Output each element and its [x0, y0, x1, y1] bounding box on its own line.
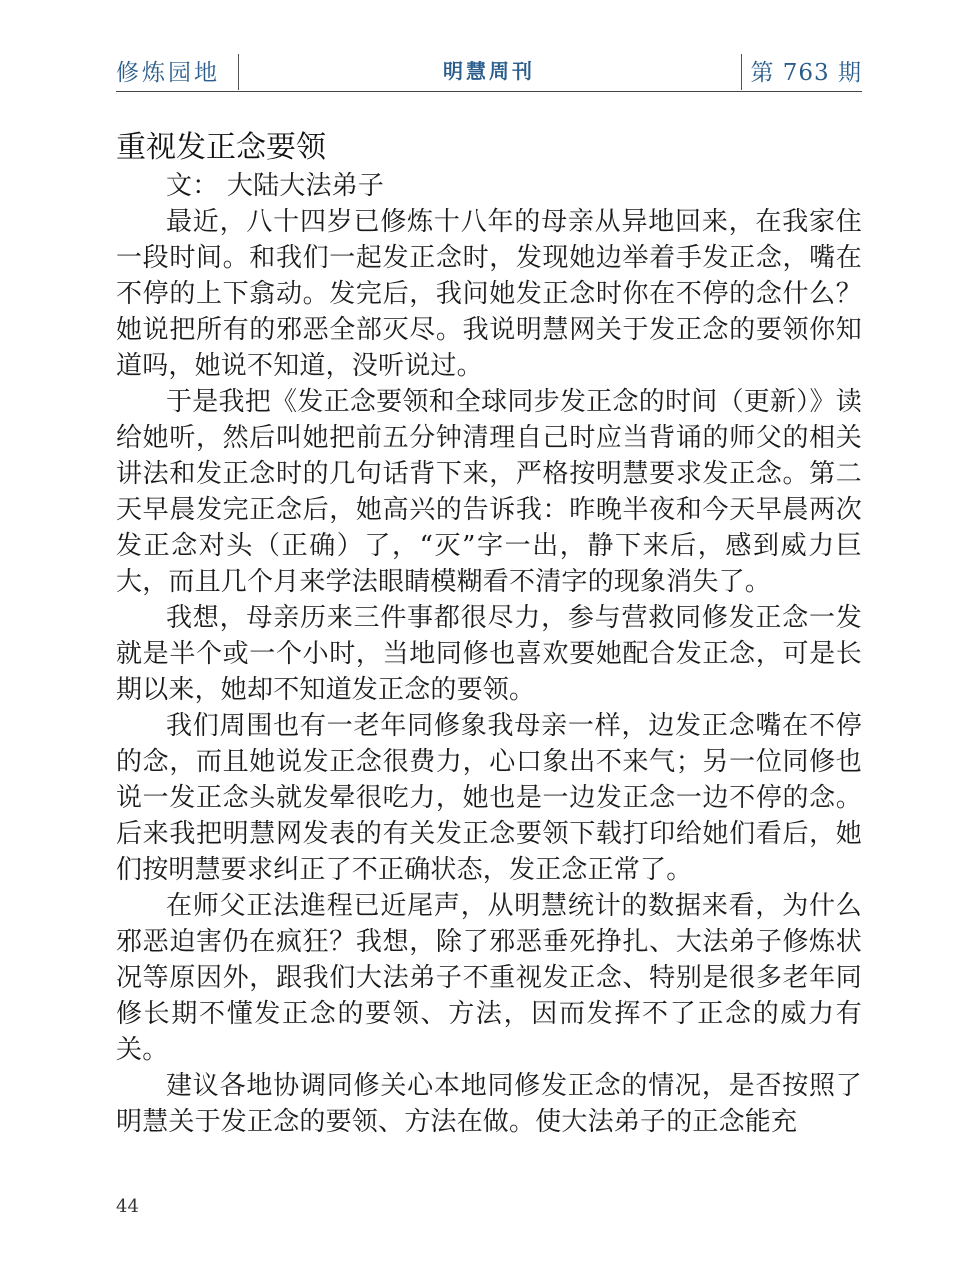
- publication-name: 明慧周刊: [443, 59, 535, 83]
- paragraph: 在师父正法進程已近尾声，从明慧统计的数据来看，为什么邪恶迫害仍在疯狂？我想，除了邪恶垂死挣扎、大法弟子修炼状况等原因外，跟我们大法弟子不重视发正念、特别是很多老年同修长期不懂发正念的要领、方法，因而发挥不了正念的威力有关。: [116, 891, 862, 1065]
- byline: 文： 大陆大法弟子: [166, 171, 385, 201]
- header-divider-right: [741, 54, 742, 90]
- paragraph: 我们周围也有一老年同修象我母亲一样，边发正念嘴在不停的念，而且她说发正念很费力，心口象出不来气；另一位同修也说一发正念头就发晕很吃力，她也是一边发正念一边不停的念。后来我把明慧网发表的有关发正念要领下载打印给她们看后，她们按明慧要求纠正了不正确状态，发正念正常了。: [116, 711, 862, 885]
- header-rule: [116, 91, 862, 92]
- issue-number: 第 763 期: [750, 60, 862, 86]
- article-body: [116, 168, 862, 1140]
- paragraph: 我想，母亲历来三件事都很尽力，参与营救同修发正念一发就是半个或一个小时，当地同修也喜欢要她配合发正念，可是长期以来，她却不知道发正念的要领。: [116, 603, 862, 705]
- paragraph: 建议各地协调同修关心本地同修发正念的情况，是否按照了明慧关于发正念的要领、方法在做。使大法弟子的正念能充: [116, 1071, 862, 1137]
- section-name: 修炼园地: [116, 60, 220, 86]
- article-title: 重视发正念要领: [116, 130, 326, 165]
- page-header: [116, 50, 862, 92]
- page-number: 44: [116, 1196, 139, 1217]
- paragraph: 于是我把《发正念要领和全球同步发正念的时间（更新）》读给她听，然后叫她把前五分钟清理自己时应当背诵的师父的相关讲法和发正念时的几句话背下来，严格按明慧要求发正念。第二天早晨发完正念后，她高兴的告诉我：昨晚半夜和今天早晨两次发正念对头（正确）了，“灭”字一出，静下来后，感到威力巨大，而且几个月来学法眼睛模糊看不清字的现象消失了。: [116, 387, 862, 597]
- paragraph: 最近，八十四岁已修炼十八年的母亲从异地回来，在我家住一段时间。和我们一起发正念时，发现她边举着手发正念，嘴在不停的上下翕动。发完后，我问她发正念时你在不停的念什么？她说把所有的邪恶全部灭尽。我说明慧网关于发正念的要领你知道吗，她说不知道，没听说过。: [116, 207, 862, 381]
